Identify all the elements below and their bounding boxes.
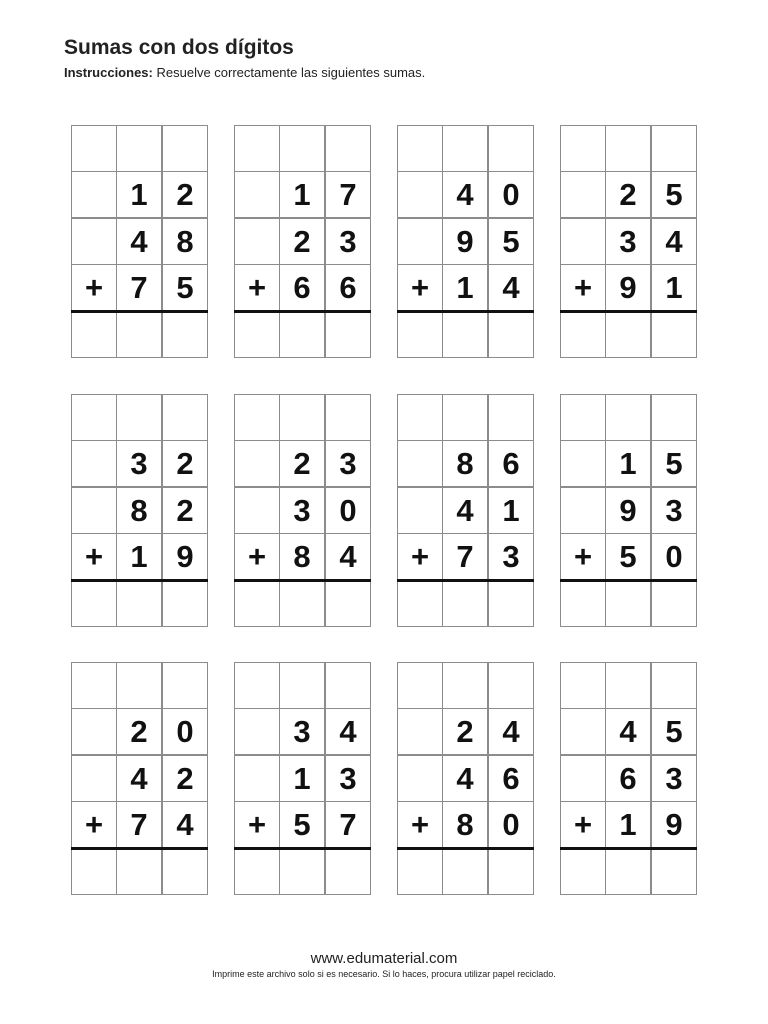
grid-cell bbox=[71, 708, 117, 755]
sum-line bbox=[71, 847, 208, 850]
addend-digit: 1 bbox=[605, 801, 651, 848]
addend-digit: 4 bbox=[325, 708, 371, 755]
carry-cell[interactable] bbox=[560, 125, 606, 172]
addend-digit: 0 bbox=[325, 487, 371, 534]
carry-cell[interactable] bbox=[279, 394, 325, 441]
addend-digit: 4 bbox=[442, 755, 488, 802]
answer-cell[interactable] bbox=[279, 580, 325, 627]
plus-sign: + bbox=[71, 264, 117, 311]
carry-cell[interactable] bbox=[71, 662, 117, 709]
grid-cell bbox=[397, 171, 443, 218]
carry-cell[interactable] bbox=[234, 394, 280, 441]
carry-cell[interactable] bbox=[605, 125, 651, 172]
addend-digit: 0 bbox=[651, 533, 697, 580]
addend-digit: 9 bbox=[162, 533, 208, 580]
addend-digit: 1 bbox=[651, 264, 697, 311]
addend-digit: 3 bbox=[605, 218, 651, 265]
addend-digit: 2 bbox=[116, 708, 162, 755]
carry-cell[interactable] bbox=[116, 394, 162, 441]
addend-digit: 2 bbox=[442, 708, 488, 755]
addend-digit: 2 bbox=[162, 440, 208, 487]
grid-cell bbox=[397, 708, 443, 755]
addend-digit: 9 bbox=[442, 218, 488, 265]
answer-cell[interactable] bbox=[116, 311, 162, 358]
carry-cell[interactable] bbox=[325, 125, 371, 172]
footer-url: www.edumaterial.com bbox=[310, 950, 458, 967]
carry-cell[interactable] bbox=[442, 125, 488, 172]
carry-cell[interactable] bbox=[234, 662, 280, 709]
answer-cell[interactable] bbox=[234, 580, 280, 627]
addend-digit: 3 bbox=[651, 487, 697, 534]
addition-problem bbox=[234, 662, 371, 896]
sum-line bbox=[397, 310, 534, 313]
addend-digit: 9 bbox=[605, 487, 651, 534]
grid-cell bbox=[397, 218, 443, 265]
carry-cell[interactable] bbox=[116, 662, 162, 709]
carry-cell[interactable] bbox=[162, 125, 208, 172]
grid-cell bbox=[234, 171, 280, 218]
grid-cell bbox=[560, 440, 606, 487]
addend-digit: 8 bbox=[442, 801, 488, 848]
plus-sign: + bbox=[560, 533, 606, 580]
addition-problem bbox=[560, 662, 697, 896]
addend-digit: 7 bbox=[116, 264, 162, 311]
grid-cell bbox=[560, 218, 606, 265]
addend-digit: 8 bbox=[162, 218, 208, 265]
addend-digit: 3 bbox=[279, 487, 325, 534]
answer-cell[interactable] bbox=[442, 311, 488, 358]
answer-cell[interactable] bbox=[71, 580, 117, 627]
answer-cell[interactable] bbox=[442, 848, 488, 895]
addend-digit: 3 bbox=[325, 755, 371, 802]
carry-cell[interactable] bbox=[605, 662, 651, 709]
carry-cell[interactable] bbox=[397, 662, 443, 709]
answer-cell[interactable] bbox=[442, 580, 488, 627]
sum-line bbox=[71, 310, 208, 313]
answer-cell[interactable] bbox=[162, 848, 208, 895]
carry-cell[interactable] bbox=[162, 394, 208, 441]
answer-cell[interactable] bbox=[325, 580, 371, 627]
sum-line bbox=[71, 579, 208, 582]
plus-sign: + bbox=[234, 801, 280, 848]
grid-cell bbox=[234, 708, 280, 755]
sum-line bbox=[560, 579, 697, 582]
addend-digit: 4 bbox=[605, 708, 651, 755]
worksheet-title: Sumas con dos dígitos bbox=[64, 36, 294, 59]
grid-cell bbox=[234, 487, 280, 534]
carry-cell[interactable] bbox=[397, 125, 443, 172]
answer-cell[interactable] bbox=[651, 848, 697, 895]
grid-cell bbox=[397, 440, 443, 487]
addend-digit: 3 bbox=[651, 755, 697, 802]
addend-digit: 7 bbox=[325, 171, 371, 218]
grid-cell bbox=[560, 708, 606, 755]
carry-cell[interactable] bbox=[488, 394, 534, 441]
carry-cell[interactable] bbox=[442, 394, 488, 441]
carry-cell[interactable] bbox=[71, 125, 117, 172]
answer-cell[interactable] bbox=[162, 311, 208, 358]
answer-cell[interactable] bbox=[325, 848, 371, 895]
carry-cell[interactable] bbox=[560, 394, 606, 441]
addition-problem bbox=[71, 662, 208, 896]
answer-cell[interactable] bbox=[560, 580, 606, 627]
answer-cell[interactable] bbox=[651, 311, 697, 358]
sum-line bbox=[234, 310, 371, 313]
answer-cell[interactable] bbox=[488, 580, 534, 627]
addend-digit: 4 bbox=[116, 755, 162, 802]
addend-digit: 0 bbox=[488, 171, 534, 218]
answer-cell[interactable] bbox=[71, 848, 117, 895]
answer-cell[interactable] bbox=[234, 311, 280, 358]
addend-digit: 5 bbox=[605, 533, 651, 580]
addend-digit: 5 bbox=[651, 440, 697, 487]
addend-digit: 3 bbox=[279, 708, 325, 755]
addend-digit: 7 bbox=[116, 801, 162, 848]
carry-cell[interactable] bbox=[162, 662, 208, 709]
addend-digit: 1 bbox=[605, 440, 651, 487]
answer-cell[interactable] bbox=[279, 311, 325, 358]
addition-problem bbox=[234, 394, 371, 628]
plus-sign: + bbox=[560, 801, 606, 848]
grid-cell bbox=[397, 755, 443, 802]
carry-cell[interactable] bbox=[605, 394, 651, 441]
plus-sign: + bbox=[71, 801, 117, 848]
carry-cell[interactable] bbox=[397, 394, 443, 441]
grid-cell bbox=[71, 218, 117, 265]
addend-digit: 6 bbox=[488, 440, 534, 487]
addend-digit: 4 bbox=[488, 264, 534, 311]
answer-cell[interactable] bbox=[605, 311, 651, 358]
addend-digit: 1 bbox=[442, 264, 488, 311]
grid-cell bbox=[397, 487, 443, 534]
addend-digit: 8 bbox=[116, 487, 162, 534]
answer-cell[interactable] bbox=[116, 848, 162, 895]
addition-problem bbox=[397, 662, 534, 896]
grid-cell bbox=[560, 755, 606, 802]
addend-digit: 3 bbox=[116, 440, 162, 487]
answer-cell[interactable] bbox=[116, 580, 162, 627]
addend-digit: 9 bbox=[605, 264, 651, 311]
addend-digit: 1 bbox=[279, 755, 325, 802]
addend-digit: 4 bbox=[651, 218, 697, 265]
addition-problem bbox=[397, 394, 534, 628]
addend-digit: 4 bbox=[488, 708, 534, 755]
addition-problem bbox=[71, 394, 208, 628]
addition-problem bbox=[560, 125, 697, 359]
addend-digit: 2 bbox=[279, 440, 325, 487]
addend-digit: 4 bbox=[162, 801, 208, 848]
addend-digit: 1 bbox=[279, 171, 325, 218]
addend-digit: 6 bbox=[488, 755, 534, 802]
answer-cell[interactable] bbox=[234, 848, 280, 895]
addend-digit: 5 bbox=[162, 264, 208, 311]
answer-cell[interactable] bbox=[605, 580, 651, 627]
grid-cell bbox=[560, 487, 606, 534]
addend-digit: 2 bbox=[162, 755, 208, 802]
addend-digit: 0 bbox=[162, 708, 208, 755]
addend-digit: 2 bbox=[162, 487, 208, 534]
addend-digit: 2 bbox=[279, 218, 325, 265]
sum-line bbox=[560, 310, 697, 313]
addition-problem bbox=[71, 125, 208, 359]
answer-cell[interactable] bbox=[162, 580, 208, 627]
grid-cell bbox=[234, 440, 280, 487]
answer-cell[interactable] bbox=[560, 311, 606, 358]
carry-cell[interactable] bbox=[325, 394, 371, 441]
carry-cell[interactable] bbox=[651, 662, 697, 709]
addend-digit: 3 bbox=[325, 218, 371, 265]
addend-digit: 2 bbox=[605, 171, 651, 218]
grid-cell bbox=[71, 440, 117, 487]
addend-digit: 6 bbox=[605, 755, 651, 802]
addend-digit: 1 bbox=[488, 487, 534, 534]
addend-digit: 2 bbox=[162, 171, 208, 218]
carry-cell[interactable] bbox=[325, 662, 371, 709]
answer-cell[interactable] bbox=[488, 311, 534, 358]
addend-digit: 6 bbox=[325, 264, 371, 311]
sum-line bbox=[397, 579, 534, 582]
addend-digit: 0 bbox=[488, 801, 534, 848]
answer-cell[interactable] bbox=[397, 580, 443, 627]
instructions bbox=[64, 65, 425, 80]
sum-line bbox=[397, 847, 534, 850]
plus-sign: + bbox=[71, 533, 117, 580]
addend-digit: 5 bbox=[651, 171, 697, 218]
addend-digit: 9 bbox=[651, 801, 697, 848]
grid-cell bbox=[71, 755, 117, 802]
addend-digit: 3 bbox=[325, 440, 371, 487]
plus-sign: + bbox=[397, 533, 443, 580]
carry-cell[interactable] bbox=[560, 662, 606, 709]
sum-line bbox=[234, 579, 371, 582]
addend-digit: 7 bbox=[442, 533, 488, 580]
addend-digit: 7 bbox=[325, 801, 371, 848]
answer-cell[interactable] bbox=[397, 848, 443, 895]
grid-cell bbox=[71, 487, 117, 534]
sum-line bbox=[560, 847, 697, 850]
problems-grid bbox=[71, 125, 697, 895]
addend-digit: 5 bbox=[488, 218, 534, 265]
plus-sign: + bbox=[560, 264, 606, 311]
addend-digit: 1 bbox=[116, 171, 162, 218]
answer-cell[interactable] bbox=[560, 848, 606, 895]
plus-sign: + bbox=[397, 801, 443, 848]
addend-digit: 5 bbox=[651, 708, 697, 755]
carry-cell[interactable] bbox=[651, 125, 697, 172]
carry-cell[interactable] bbox=[279, 662, 325, 709]
addition-problem bbox=[234, 125, 371, 359]
instructions-text: Resuelve correctamente las siguientes sumas. bbox=[156, 65, 426, 80]
carry-cell[interactable] bbox=[71, 394, 117, 441]
plus-sign: + bbox=[234, 264, 280, 311]
answer-cell[interactable] bbox=[397, 311, 443, 358]
addend-digit: 4 bbox=[442, 487, 488, 534]
answer-cell[interactable] bbox=[488, 848, 534, 895]
grid-cell bbox=[71, 171, 117, 218]
grid-cell bbox=[560, 171, 606, 218]
carry-cell[interactable] bbox=[442, 662, 488, 709]
carry-cell[interactable] bbox=[488, 662, 534, 709]
answer-cell[interactable] bbox=[71, 311, 117, 358]
addend-digit: 1 bbox=[116, 533, 162, 580]
footer-note: Imprime este archivo solo si es necesario. Si lo haces, procura utilizar papel reciclado. bbox=[212, 969, 556, 979]
addition-problem bbox=[560, 394, 697, 628]
grid-cell bbox=[234, 755, 280, 802]
addend-digit: 6 bbox=[279, 264, 325, 311]
grid-cell bbox=[234, 218, 280, 265]
addend-digit: 3 bbox=[488, 533, 534, 580]
addend-digit: 4 bbox=[325, 533, 371, 580]
carry-cell[interactable] bbox=[234, 125, 280, 172]
plus-sign: + bbox=[397, 264, 443, 311]
carry-cell[interactable] bbox=[651, 394, 697, 441]
carry-cell[interactable] bbox=[116, 125, 162, 172]
sum-line bbox=[234, 847, 371, 850]
carry-cell[interactable] bbox=[279, 125, 325, 172]
addend-digit: 8 bbox=[442, 440, 488, 487]
addend-digit: 8 bbox=[279, 533, 325, 580]
answer-cell[interactable] bbox=[325, 311, 371, 358]
carry-cell[interactable] bbox=[488, 125, 534, 172]
answer-cell[interactable] bbox=[651, 580, 697, 627]
addend-digit: 5 bbox=[279, 801, 325, 848]
answer-cell[interactable] bbox=[279, 848, 325, 895]
instructions-label: Instrucciones: bbox=[64, 65, 153, 80]
addend-digit: 4 bbox=[442, 171, 488, 218]
addition-problem bbox=[397, 125, 534, 359]
answer-cell[interactable] bbox=[605, 848, 651, 895]
plus-sign: + bbox=[234, 533, 280, 580]
addend-digit: 4 bbox=[116, 218, 162, 265]
